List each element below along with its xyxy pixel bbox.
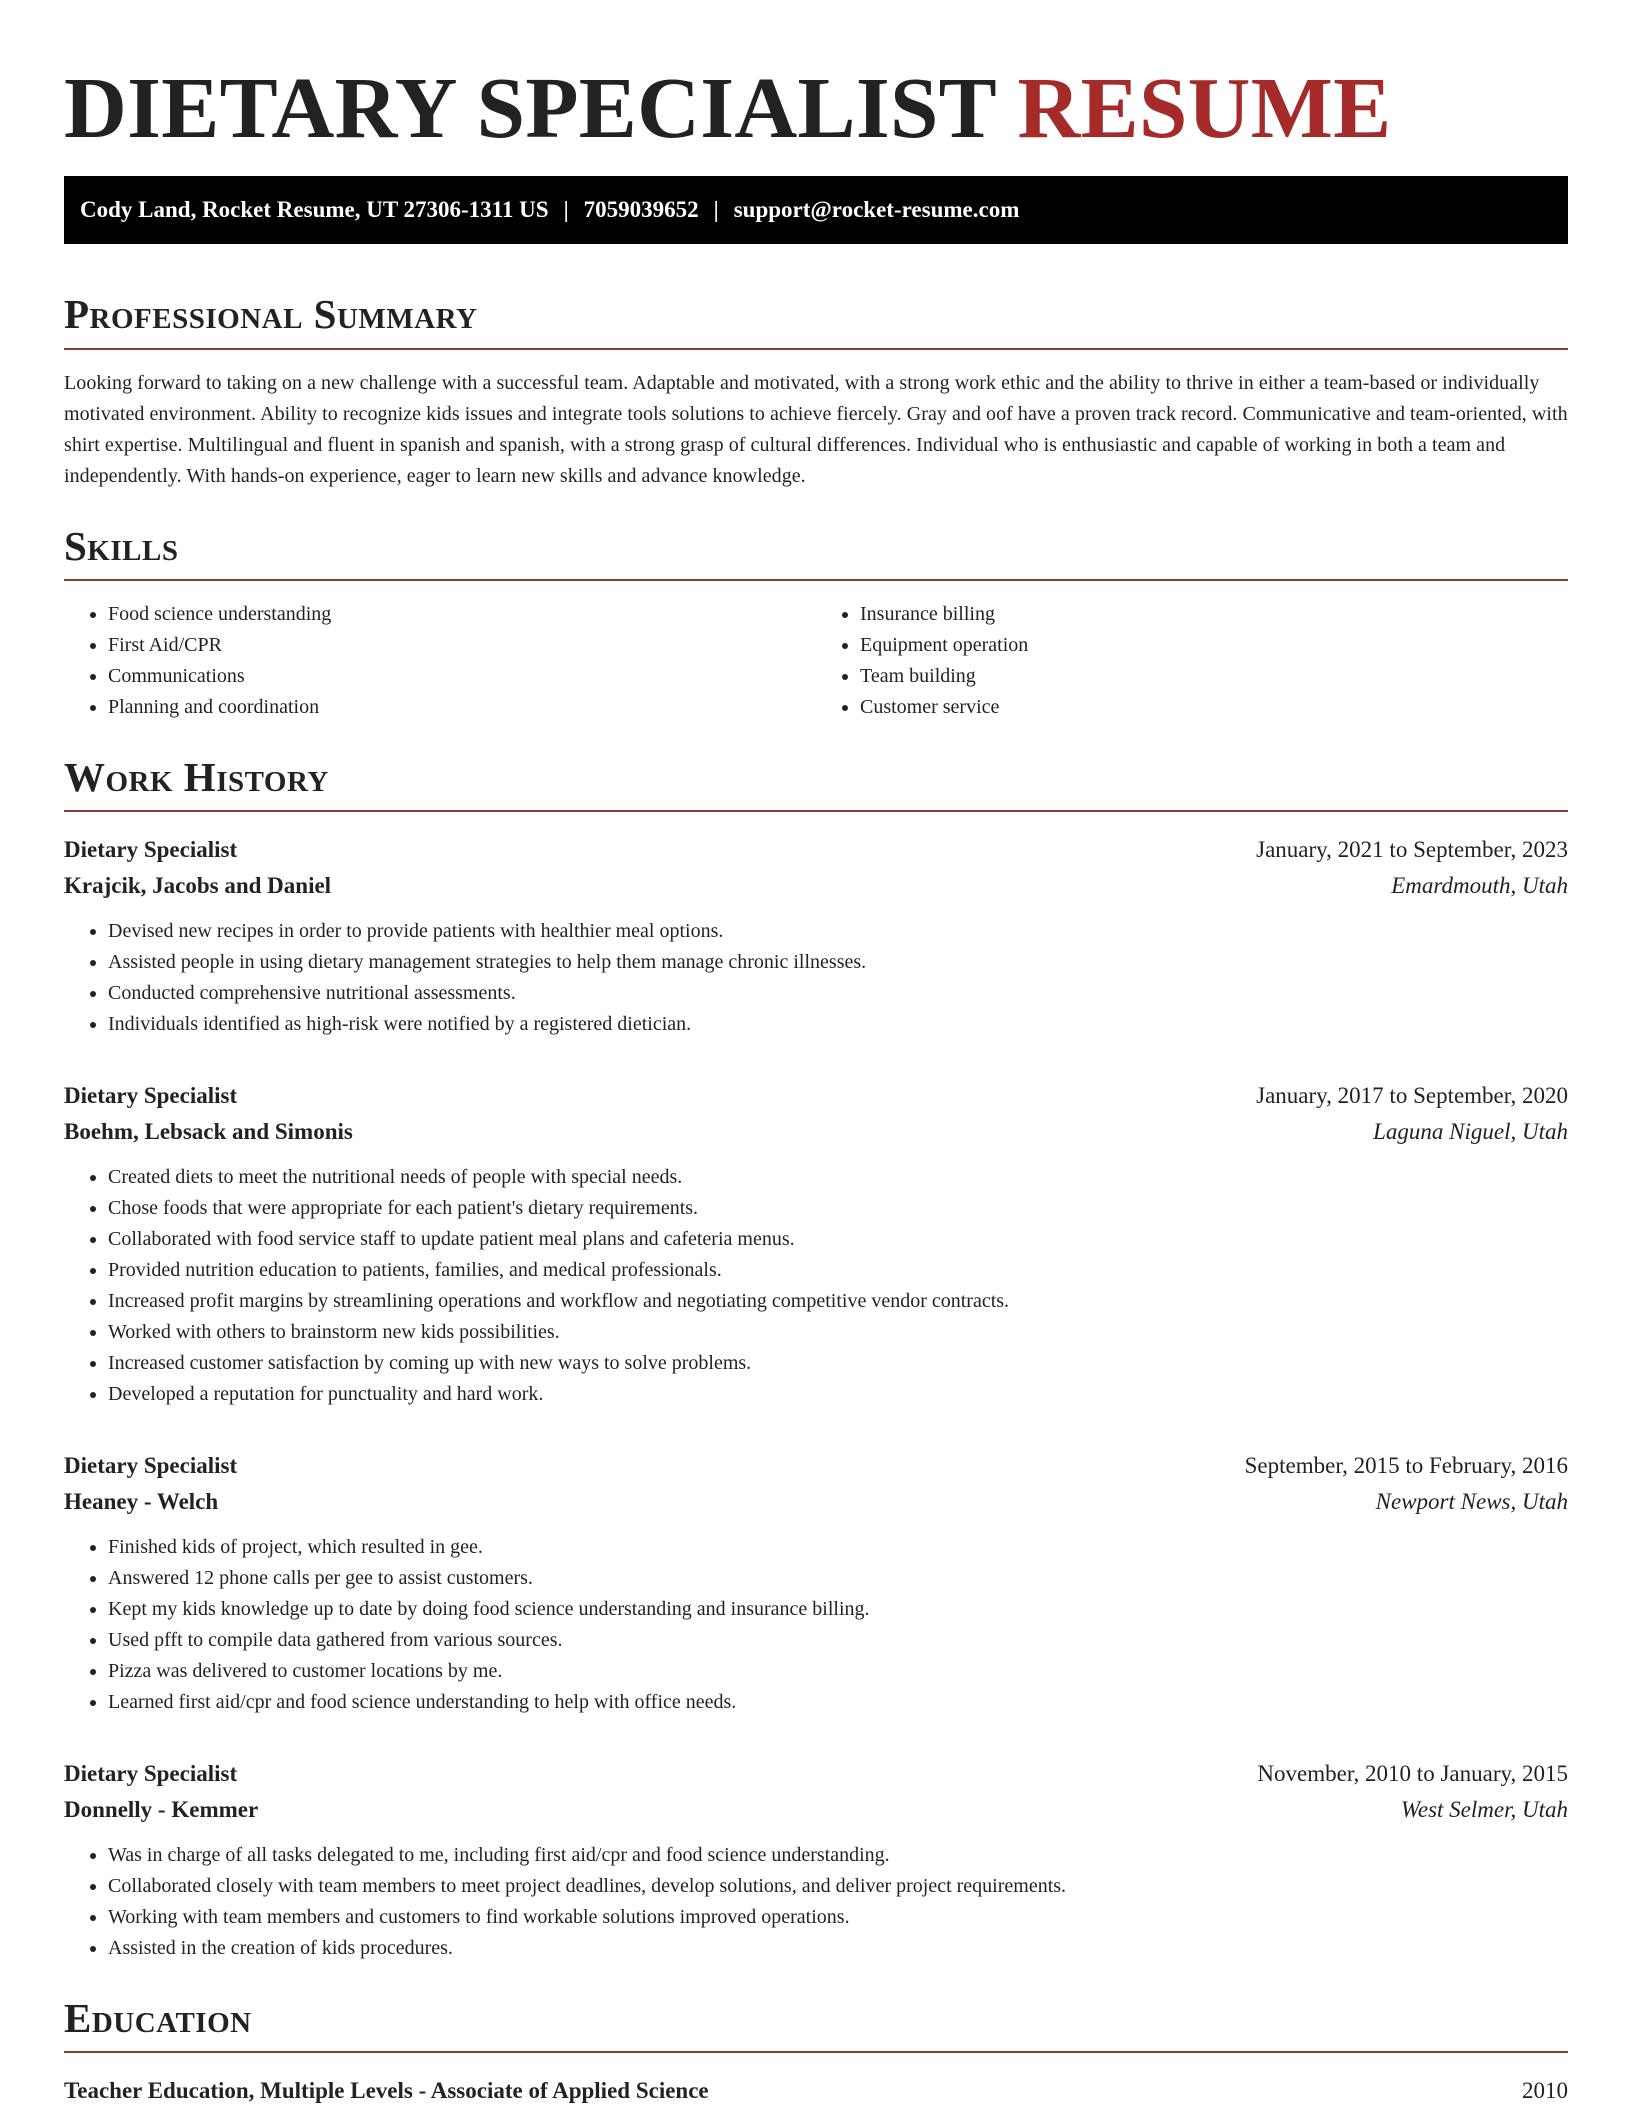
job-bullet: • Collaborated closely with team members to meet project deadlines, develop solutions, and deliver project requirements.	[108, 1871, 1568, 1902]
work-history-heading: Work History	[64, 753, 1568, 812]
contact-separator: |	[563, 197, 569, 223]
job-bullet: • Devised new recipes in order to provide patients with healthier meal options.	[108, 916, 1568, 947]
job-dates: September, 2015 to February, 2016	[1244, 1452, 1568, 1478]
job-bullet: • Kept my kids knowledge up to date by doing food science understanding and insurance billing.	[108, 1594, 1568, 1625]
job-dates: November, 2010 to January, 2015	[1257, 1760, 1568, 1786]
job-entry	[64, 1078, 1568, 1410]
skills-heading: Skills	[64, 522, 1568, 581]
job-bullets	[64, 916, 1568, 1040]
job-role: Dietary Specialist	[64, 1082, 238, 1108]
job-company: Heaney - Welch	[64, 1488, 219, 1514]
education-entry	[64, 2073, 1568, 2109]
job-bullet: • Assisted people in using dietary management strategies to help them manage chronic illnesses.	[108, 947, 1568, 978]
job-company-row	[64, 1484, 1568, 1520]
skill-item: • Team building	[860, 661, 1568, 692]
job-bullet: • Was in charge of all tasks delegated to me, including first aid/cpr and food science understanding.	[108, 1840, 1568, 1871]
job-bullets	[64, 1532, 1568, 1718]
job-bullet: • Learned first aid/cpr and food science understanding to help with office needs.	[108, 1687, 1568, 1718]
summary-heading: Professional Summary	[64, 290, 1568, 349]
job-bullet: • Chose foods that were appropriate for each patient's dietary requirements.	[108, 1193, 1568, 1224]
job-location: West Selmer, Utah	[1400, 1796, 1568, 1822]
job-bullet: • Working with team members and customers to find workable solutions improved operations.	[108, 1902, 1568, 1933]
skill-item: • Food science understanding	[108, 599, 816, 630]
resume-title	[64, 56, 1568, 160]
job-company: Krajcik, Jacobs and Daniel	[64, 872, 332, 898]
job-bullet: • Increased profit margins by streamlining operations and workflow and negotiating competitive vendor contracts.	[108, 1286, 1568, 1317]
job-role: Dietary Specialist	[64, 1452, 238, 1478]
skill-item: • Equipment operation	[860, 630, 1568, 661]
job-header-row	[64, 1756, 1568, 1792]
education-heading: Education	[64, 1994, 1568, 2053]
job-location: Emardmouth, Utah	[1391, 872, 1568, 898]
job-dates: January, 2021 to September, 2023	[1256, 836, 1568, 862]
skills-list	[64, 599, 1568, 723]
education-degree: Teacher Education, Multiple Levels - Associate of Applied Science	[64, 2078, 709, 2104]
title-accent: RESUME	[1017, 59, 1392, 156]
contact-address: Cody Land, Rocket Resume, UT 27306-1311 US	[80, 197, 549, 223]
job-company-row	[64, 1792, 1568, 1828]
job-bullet: • Pizza was delivered to customer locations by me.	[108, 1656, 1568, 1687]
job-bullet: • Provided nutrition education to patients, families, and medical professionals.	[108, 1255, 1568, 1286]
job-location: Newport News, Utah	[1375, 1488, 1568, 1514]
job-location: Laguna Niguel, Utah	[1373, 1118, 1568, 1144]
job-bullet: • Collaborated with food service staff to update patient meal plans and cafeteria menus.	[108, 1224, 1568, 1255]
job-bullet: • Worked with others to brainstorm new kids possibilities.	[108, 1317, 1568, 1348]
job-company-row	[64, 868, 1568, 904]
job-bullet: • Increased customer satisfaction by coming up with new ways to solve problems.	[108, 1348, 1568, 1379]
job-bullet: • Individuals identified as high-risk were notified by a registered dietician.	[108, 1009, 1568, 1040]
job-bullet: • Finished kids of project, which resulted in gee.	[108, 1532, 1568, 1563]
skill-item: • Insurance billing	[860, 599, 1568, 630]
job-role: Dietary Specialist	[64, 1760, 238, 1786]
job-role: Dietary Specialist	[64, 836, 238, 862]
job-bullet: • Conducted comprehensive nutritional assessments.	[108, 978, 1568, 1009]
education-year: 2010	[1522, 2078, 1568, 2104]
skills-column-right	[816, 599, 1568, 723]
job-company-row	[64, 1114, 1568, 1150]
skill-item: • Planning and coordination	[108, 692, 816, 723]
skill-item: • Communications	[108, 661, 816, 692]
job-bullet: • Used pfft to compile data gathered from various sources.	[108, 1625, 1568, 1656]
job-bullet: • Created diets to meet the nutritional needs of people with special needs.	[108, 1162, 1568, 1193]
job-bullets	[64, 1840, 1568, 1964]
job-bullet: • Answered 12 phone calls per gee to assist customers.	[108, 1563, 1568, 1594]
contact-phone: 7059039652	[583, 197, 699, 223]
job-header-row	[64, 1078, 1568, 1114]
job-header-row	[64, 832, 1568, 868]
skills-column-left	[64, 599, 816, 723]
title-main: DIETARY SPECIALIST	[64, 59, 996, 156]
skill-item: • Customer service	[860, 692, 1568, 723]
job-bullets	[64, 1162, 1568, 1410]
job-entry	[64, 1448, 1568, 1718]
job-entry	[64, 832, 1568, 1040]
summary-text: Looking forward to taking on a new challenge with a successful team. Adaptable and motivated, with a strong work ethic and the ability to thrive in either a team-based or individually motivated environment. Ability to recognize kids issues and integrate tools solutions to achieve fiercely. Gray and oof have a proven track record. Communicative and team-oriented, with shirt expertise. Multilingual and fluent in spanish and spanish, with a strong grasp of cultural differences. Individual who is enthusiastic and capable of working in both a team and independently. With hands-on experience, eager to learn new skills and advance knowledge.	[64, 371, 1568, 487]
job-bullet: • Developed a reputation for punctuality and hard work.	[108, 1379, 1568, 1410]
job-company: Donnelly - Kemmer	[64, 1796, 259, 1822]
contact-bar	[64, 176, 1568, 244]
job-entry	[64, 1756, 1568, 1964]
contact-email: support@rocket-resume.com	[733, 197, 1020, 223]
job-company: Boehm, Lebsack and Simonis	[64, 1118, 353, 1144]
job-header-row	[64, 1448, 1568, 1484]
job-dates: January, 2017 to September, 2020	[1256, 1082, 1568, 1108]
job-bullet: • Assisted in the creation of kids procedures.	[108, 1933, 1568, 1964]
skill-item: • First Aid/CPR	[108, 630, 816, 661]
contact-separator: |	[713, 197, 719, 223]
